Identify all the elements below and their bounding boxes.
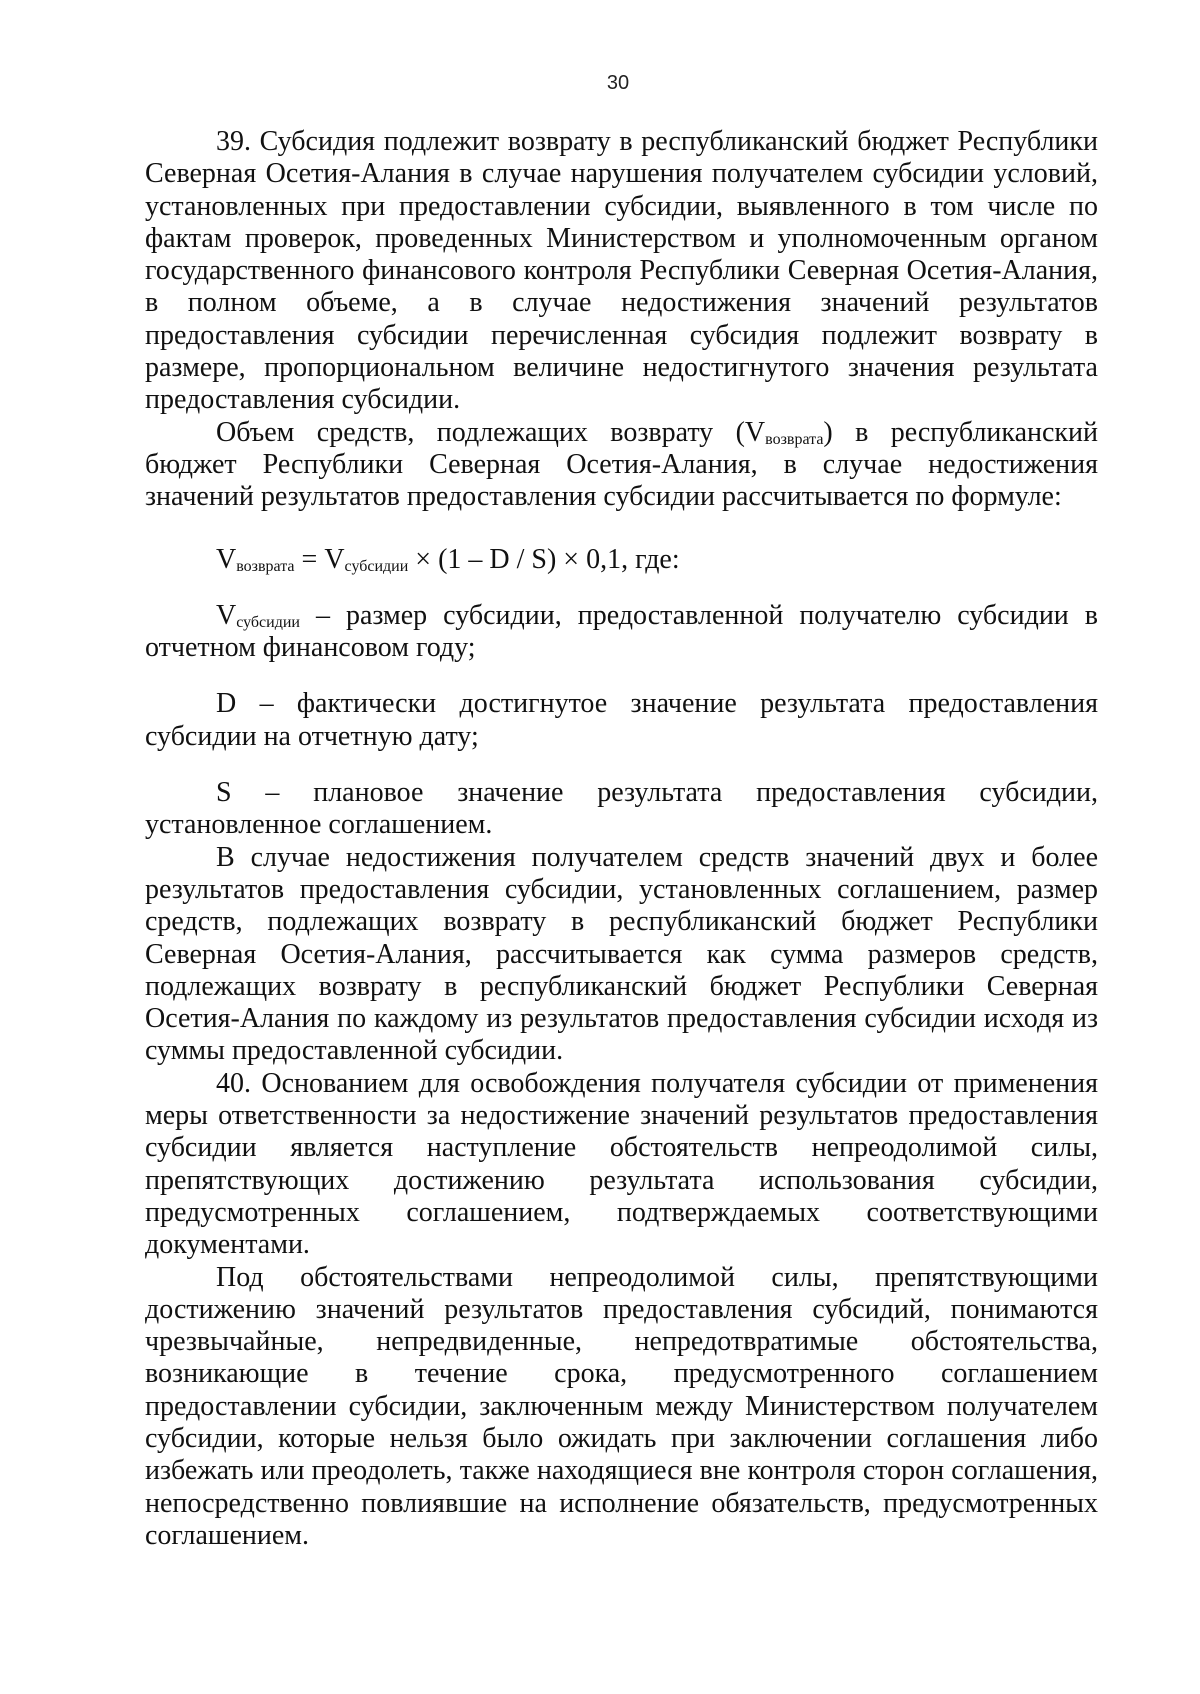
volume-text-start: Объем средств, подлежащих возврату (V [216, 416, 766, 448]
definition-v-subsidy [145, 600, 1098, 665]
formula-equals: = V [294, 543, 345, 575]
def-v-symbol: V [216, 599, 237, 631]
volume-subscript: возврата [765, 430, 824, 448]
page-number: 30 [606, 72, 630, 94]
paragraph-40: 40. Основанием для освобождения получателя субсидии от применения меры ответственности за недостижение значений результатов предоставления субсидии является наступление обстоятельств непреодолимой силы, препятствующих достижению результата использования субсидии, предусмотренных соглашением, подтверждаемых соответствующими документами. [145, 1067, 1098, 1261]
def-v-subscript: субсидии [236, 613, 300, 631]
def-v-text: – размер субсидии, предоставленной получателю субсидии в отчетном финансовом году; [145, 599, 1098, 664]
paragraph-volume-formula-intro [145, 417, 1098, 514]
document-body [145, 126, 1098, 1552]
definition-s: S – плановое значение результата предоставления субсидии, установленное соглашением. [145, 777, 1098, 841]
formula-rest: × (1 – D / S) × 0,1, где: [408, 543, 680, 575]
paragraph-39: 39. Субсидия подлежит возврату в республиканский бюджет Республики Северная Осетия-Алания в случае нарушения получателем субсидии условий, установленных при предоставлении субсидии, выявленного в том числе по фактам проверок, проведенных Министерством и уполномоченным органом государственного финансового контроля Республики Северная Осетия-Алания, в полном объеме, а в случае недостижения значений результатов предоставления субсидии перечисленная субсидия подлежит возврату в размере, пропорциональном величине недостигнутого значения результата предоставления субсидии. [145, 126, 1098, 416]
definition-d: D – фактически достигнутое значение результата предоставления субсидии на отчетную дату; [145, 688, 1098, 752]
formula-sub-return: возврата [236, 557, 295, 575]
volume-text-end: ) в республиканский бюджет Республики Северная Осетия-Алания, в случае недостижения значений результатов предоставления субсидии рассчитывается по формуле: [145, 416, 1098, 513]
paragraph-multiple-results: В случае недостижения получателем средств значений двух и более результатов предоставления субсидии, установленных соглашением, размер средств, подлежащих возврату в республиканский бюджет Республики Северная Осетия-Алания, рассчитывается как сумма размеров средств, подлежащих возврату в республиканский бюджет Республики Северная Осетия-Алания по каждому из результатов предоставления субсидии исходя из суммы предоставленной субсидии. [145, 841, 1098, 1067]
paragraph-force-majeure: Под обстоятельствами непреодолимой силы, препятствующими достижению значений результатов предоставления субсидий, понимаются чрезвычайные, непредвиденные, непредотвратимые обстоятельства, возникающие в течение срока, предусмотренного соглашением предоставлении субсидии, заключенным между Министерством получателем субсидии, которые нельзя было ожидать при заключении соглашения либо избежать или преодолеть, также находящиеся вне контроля сторон соглашения, непосредственно повлиявшие на исполнение обязательств, предусмотренных соглашением. [145, 1261, 1098, 1551]
formula [145, 544, 1098, 576]
formula-v-return: V [216, 543, 237, 575]
formula-sub-subsidy: субсидии [344, 557, 409, 575]
